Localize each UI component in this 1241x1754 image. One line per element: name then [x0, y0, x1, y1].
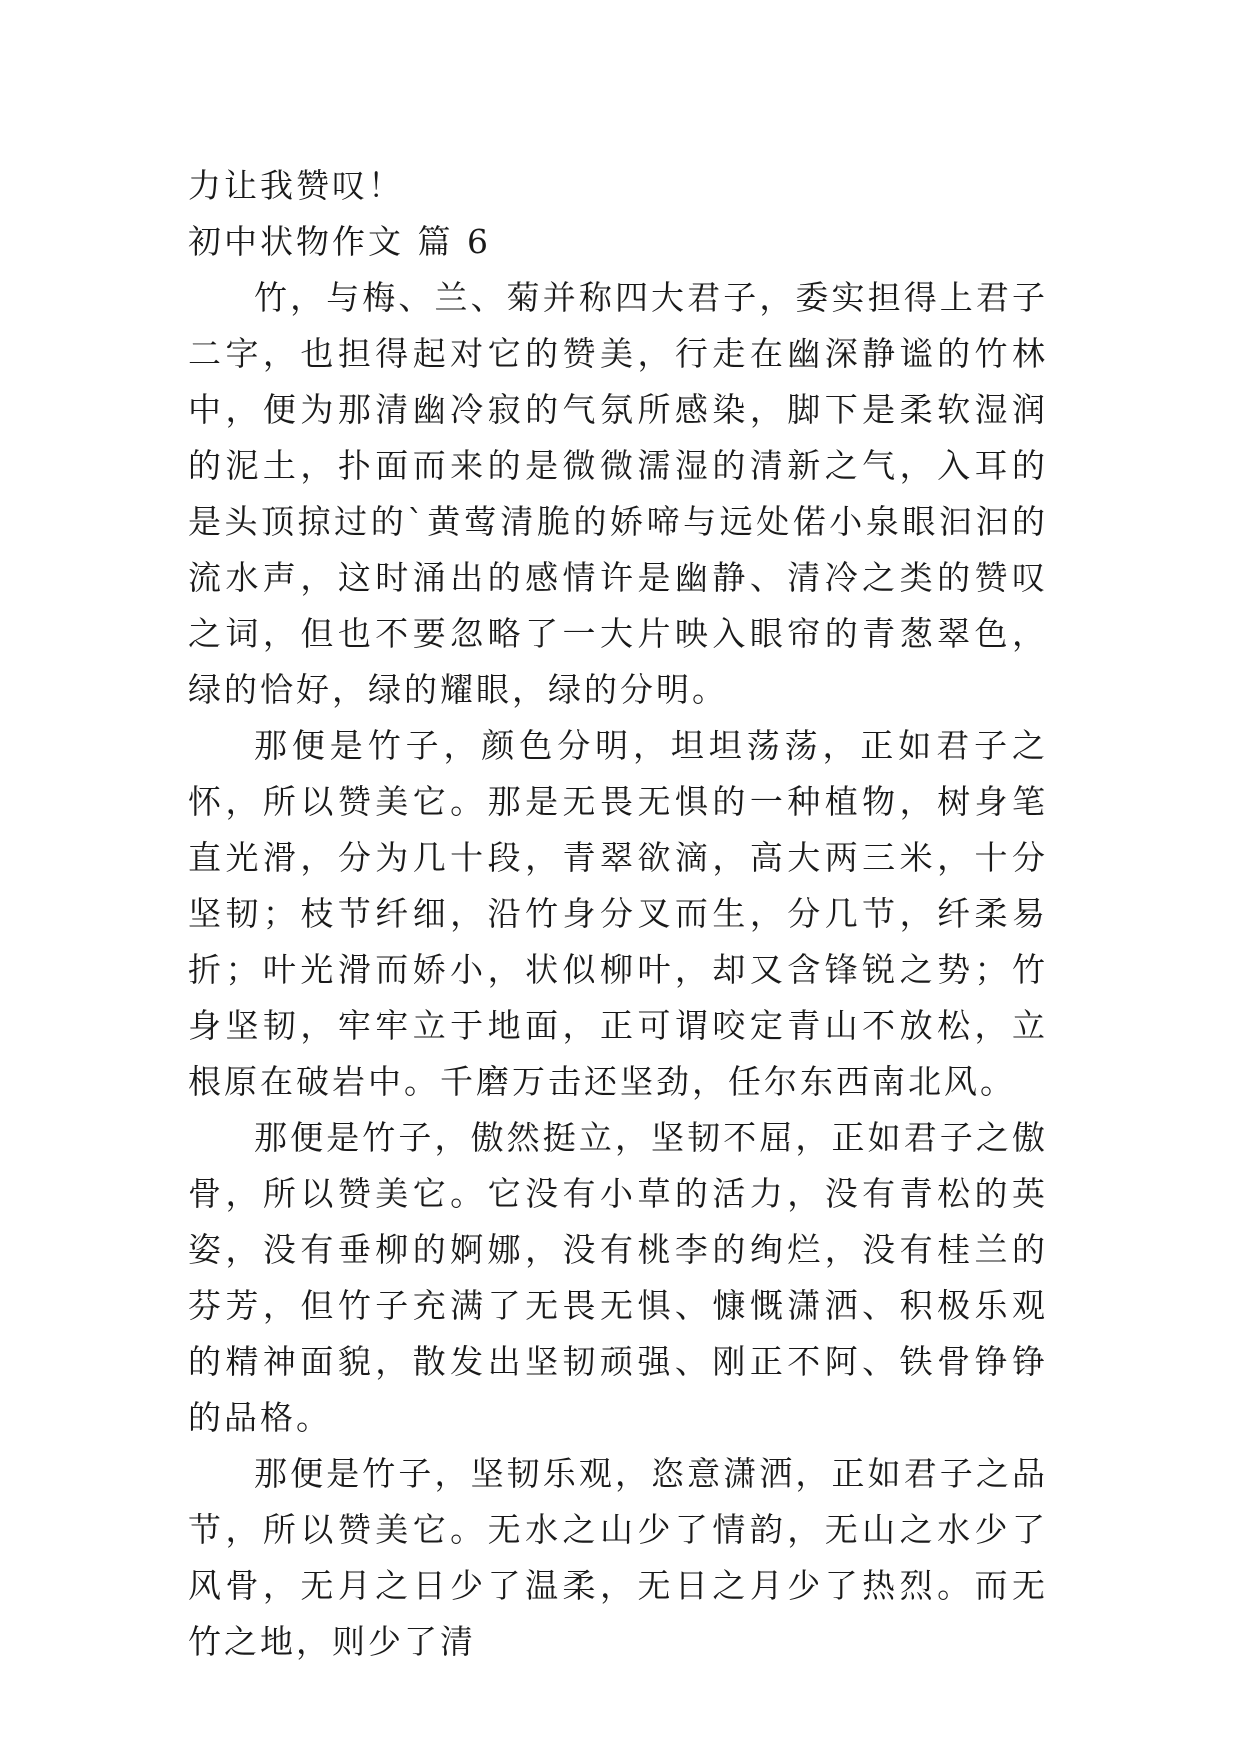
- paragraph-4: 那便是竹子，坚韧乐观，恣意潇洒，正如君子之品节，所以赞美它。无水之山少了情韵，无山之水少了风骨，无月之日少了温柔，无日之月少了热烈。而无竹之地，则少了清: [188, 1454, 1048, 1661]
- document-body: [188, 158, 1048, 1670]
- section-heading: 初中状物作文 篇 6: [188, 222, 491, 261]
- paragraph-2: 那便是竹子，颜色分明，坦坦荡荡，正如君子之怀，所以赞美它。那是无畏无惧的一种植物，树身笔直光滑，分为几十段，青翠欲滴，高大两三米，十分坚韧；枝节纤细，沿竹身分叉而生，分几节，纤柔易折；叶光滑而娇小，状似柳叶，却又含锋锐之势；竹身坚韧，牢牢立于地面，正可谓咬定青山不放松，立根原在破岩中。千磨万击还坚劲，任尔东西南北风。: [188, 726, 1048, 1101]
- paragraph-1: 竹，与梅、兰、菊并称四大君子，委实担得上君子二字，也担得起对它的赞美，行走在幽深静谧的竹林中，便为那清幽冷寂的气氛所感染，脚下是柔软湿润的泥土，扑面而来的是微微濡湿的清新之气，入耳的是头顶掠过的`黄莺清脆的娇啼与远处偌小泉眼汩汩的流水声，这时涌出的感情许是幽静、清冷之类的赞叹之词，但也不要忽略了一大片映入眼帘的青葱翠色，绿的恰好，绿的耀眼，绿的分明。: [188, 278, 1048, 709]
- continuation-line: 力让我赞叹！: [188, 166, 404, 205]
- paragraph-3: 那便是竹子，傲然挺立，坚韧不屈，正如君子之傲骨，所以赞美它。它没有小草的活力，没有青松的英姿，没有垂柳的婀娜，没有桃李的绚烂，没有桂兰的芬芳，但竹子充满了无畏无惧、慷慨潇洒、积极乐观的精神面貌，散发出坚韧顽强、刚正不阿、铁骨铮铮的品格。: [188, 1118, 1048, 1437]
